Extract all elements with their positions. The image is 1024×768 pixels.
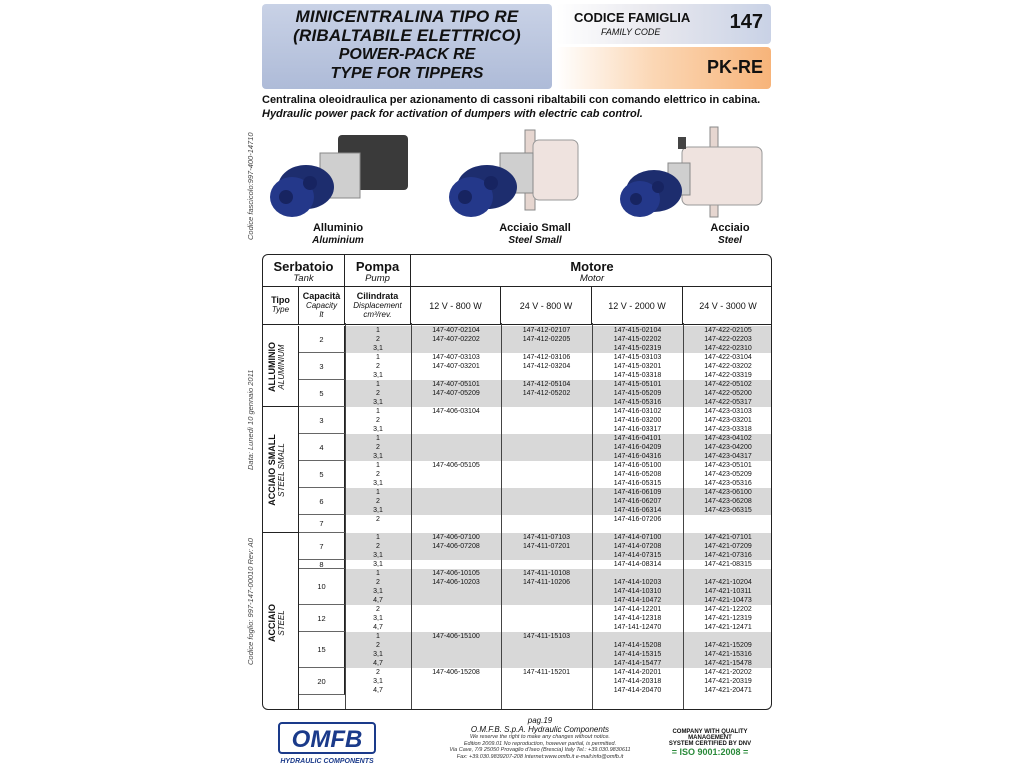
- table-row: [345, 398, 772, 407]
- cell-motor-24v-800w: 147-412-05104: [522, 381, 571, 388]
- cell-motor-24v-3000w: 147-422-02105: [704, 327, 752, 334]
- cell-motor-12v-2000w: 147-416-03102: [613, 408, 662, 415]
- cell-motor-24v-3000w: 147-421-20319: [704, 678, 752, 685]
- cell-motor-24v-3000w: 147-421-20471: [704, 687, 752, 694]
- table-row: [345, 461, 772, 470]
- footer-note-4: Fax: +39.030.9839207-208 Internet:www.omfb.it e-mail:info@omfb.it: [456, 753, 624, 760]
- capacity-cell: 5: [299, 380, 345, 407]
- cell-motor-12v-800w: 147-406-15100: [432, 633, 480, 640]
- capacity-cell: 12: [299, 605, 345, 632]
- cell-displacement: 4,7: [373, 597, 383, 604]
- cell-motor-24v-3000w: 147-422-03202: [704, 363, 752, 370]
- cell-displacement: 3,1: [373, 426, 383, 433]
- cell-motor-24v-3000w: 147-423-04102: [704, 435, 752, 442]
- cell-displacement: 1: [376, 489, 380, 496]
- cell-motor-12v-2000w: 147-416-04209: [613, 444, 662, 451]
- header-tank-label-en: Tank: [293, 273, 314, 284]
- cell-motor-12v-2000w: 147-416-06109: [613, 489, 662, 496]
- cell-displacement: 4,7: [373, 624, 383, 631]
- cell-motor-12v-2000w: 147-414-15208: [613, 642, 662, 649]
- cell-motor-12v-2000w: 147-415-03201: [613, 363, 662, 370]
- table-row: [345, 497, 772, 506]
- type-group-label: [267, 327, 286, 407]
- table-row: [345, 425, 772, 434]
- cell-displacement: 1: [376, 633, 380, 640]
- cell-motor-12v-2000w: 147-416-06314: [613, 507, 662, 514]
- family-code-label: CODICE FAMIGLIA: [574, 10, 691, 25]
- cell-displacement: 2: [376, 606, 380, 613]
- cell-motor-12v-2000w: 147-415-02319: [613, 345, 662, 352]
- cell-motor-24v-3000w: 147-423-05316: [704, 480, 752, 487]
- type-group-label-it: ALLUMINIO: [267, 341, 277, 392]
- cell-motor-12v-800w: 147-407-05209: [432, 390, 480, 397]
- cell-displacement: 3,1: [373, 453, 383, 460]
- table-row: [345, 533, 772, 542]
- title-en-line2: TYPE FOR TIPPERS: [330, 65, 484, 82]
- cell-displacement: 2: [376, 498, 380, 505]
- cell-displacement: 2: [376, 543, 380, 550]
- footer-note-2: Edition 2009.01 No reproduction, however partial, is permitted.: [463, 740, 617, 747]
- table-row: [345, 524, 772, 533]
- type-group-label-it: ACCIAIO SMALL: [267, 434, 277, 506]
- table-row: [345, 668, 772, 677]
- cell-motor-24v-800w: 147-411-07201: [523, 543, 570, 550]
- cell-motor-12v-2000w: 147-414-10203: [613, 579, 662, 586]
- cell-displacement: 1: [376, 354, 380, 361]
- cell-motor-12v-2000w: 147-414-07315: [613, 552, 662, 559]
- cell-motor-24v-3000w: 147-421-15209: [704, 642, 752, 649]
- cell-displacement: 3,1: [373, 561, 383, 568]
- cell-motor-12v-2000w: 147-414-20318: [613, 678, 662, 685]
- header-motor-label: Motore: [570, 259, 614, 274]
- table-row: [345, 335, 772, 344]
- table-row: [345, 470, 772, 479]
- cell-motor-24v-3000w: 147-423-04317: [704, 453, 752, 460]
- cell-motor-24v-800w: 147-411-15201: [523, 669, 570, 676]
- cell-motor-24v-3000w: 147-423-03201: [704, 417, 752, 424]
- cell-motor-12v-2000w: 147-414-12201: [613, 606, 662, 613]
- table-row: [345, 416, 772, 425]
- cell-motor-12v-2000w: 147-415-05209: [613, 390, 662, 397]
- cell-motor-24v-3000w: 147-421-12471: [704, 624, 752, 631]
- cell-displacement: 1: [376, 435, 380, 442]
- cell-motor-24v-3000w: 147-422-03104: [704, 354, 752, 361]
- cell-displacement: 2: [376, 390, 380, 397]
- cell-motor-12v-800w: 147-407-05101: [432, 381, 480, 388]
- cell-motor-24v-3000w: 147-421-10204: [704, 579, 752, 586]
- cell-motor-12v-2000w: 147-414-15315: [613, 651, 662, 658]
- cell-motor-24v-3000w: 147-421-15316: [704, 651, 752, 658]
- header-displacement-unit: cm³/rev.: [363, 310, 392, 319]
- capacity-cell: 4: [299, 434, 345, 461]
- product-label-aluminium-en: Aluminium: [312, 235, 364, 246]
- capacity-cell: 5: [299, 461, 345, 488]
- cell-motor-12v-800w: 147-406-07208: [432, 543, 480, 550]
- cell-motor-12v-2000w: 147-414-20201: [613, 669, 662, 676]
- column-divider: [345, 323, 346, 710]
- cell-displacement: 1: [376, 462, 380, 469]
- cell-motor-12v-800w: 147-406-03104: [432, 408, 480, 415]
- capacity-cell: 15: [299, 632, 345, 668]
- table-row: [345, 443, 772, 452]
- footer-center: [400, 716, 680, 760]
- cell-motor-24v-3000w: 147-421-15478: [704, 660, 752, 667]
- cell-motor-24v-3000w: 147-422-05317: [704, 399, 752, 406]
- cell-displacement: 3,1: [373, 588, 383, 595]
- cell-displacement: 1: [376, 381, 380, 388]
- header-motor-12v-2000w: 12 V - 2000 W: [592, 287, 683, 325]
- cell-motor-12v-800w: 147-406-07100: [432, 534, 480, 541]
- table-row: [345, 686, 772, 695]
- cell-motor-12v-2000w: 147-141-12470: [613, 624, 662, 631]
- cell-motor-12v-2000w: 147-415-05101: [613, 381, 662, 388]
- header-pump-label: Pompa: [355, 259, 400, 274]
- table-row: [345, 659, 772, 668]
- table-row: [345, 596, 772, 605]
- cell-displacement: 3,1: [373, 399, 383, 406]
- table-row: [345, 362, 772, 371]
- capacity-cell: 8: [299, 560, 345, 569]
- cell-motor-12v-800w: 147-407-02104: [432, 327, 480, 334]
- quality-certification: [650, 729, 770, 757]
- cell-displacement: 4,7: [373, 687, 383, 694]
- cell-motor-12v-800w: 147-406-15208: [432, 669, 480, 676]
- capacity-cell: 2: [299, 326, 345, 353]
- cell-motor-12v-2000w: 147-414-07100: [613, 534, 662, 541]
- type-group-label: [267, 430, 286, 510]
- cell-motor-24v-3000w: 147-421-20202: [704, 669, 752, 676]
- cell-motor-24v-800w: 147-411-07103: [523, 534, 570, 541]
- table-row: [345, 578, 772, 587]
- cell-displacement: 2: [376, 336, 380, 343]
- cell-motor-12v-2000w: 147-416-05315: [613, 480, 662, 487]
- cell-motor-24v-800w: 147-411-10206: [523, 579, 570, 586]
- cell-motor-24v-3000w: 147-422-02203: [704, 336, 752, 343]
- table-row: [345, 452, 772, 461]
- table-row: [345, 506, 772, 515]
- capacity-cell: 10: [299, 569, 345, 605]
- cell-displacement: 2: [376, 471, 380, 478]
- cell-motor-24v-800w: 147-412-02205: [522, 336, 571, 343]
- footer-note-3: Via Cave, 7/9 25050 Provaglio d'Iseo (Brescia) Italy Tel.: +39.030.9830611: [449, 747, 631, 753]
- cell-motor-12v-2000w: 147-414-08314: [613, 561, 662, 568]
- header-displacement: [345, 287, 411, 325]
- cell-motor-12v-2000w: 147-415-02202: [613, 336, 662, 343]
- logo-subtext: HYDRAULIC COMPONENTS: [280, 758, 374, 765]
- table-row: [345, 632, 772, 641]
- capacity-cell: 7: [299, 515, 345, 533]
- product-label-aluminium-it: Alluminio: [312, 222, 364, 234]
- cell-motor-24v-3000w: 147-422-05200: [704, 390, 752, 397]
- cell-motor-12v-2000w: 147-416-03317: [613, 426, 662, 433]
- cell-motor-24v-3000w: 147-421-12319: [704, 615, 752, 622]
- quality-line-1: COMPANY WITH QUALITY MANAGEMENT: [672, 729, 748, 741]
- table-row: [345, 605, 772, 614]
- cell-motor-24v-800w: 147-411-10108: [523, 570, 570, 577]
- cell-displacement: 3,1: [373, 615, 383, 622]
- cell-motor-12v-2000w: 147-416-04316: [613, 453, 662, 460]
- cell-displacement: 2: [376, 444, 380, 451]
- table-row: [345, 434, 772, 443]
- aluminium-powerpack-image: [268, 125, 418, 225]
- cell-motor-24v-3000w: 147-423-04200: [704, 444, 752, 451]
- cell-motor-24v-800w: 147-412-02107: [522, 327, 571, 334]
- table-row: [345, 623, 772, 632]
- cell-displacement: 3,1: [373, 480, 383, 487]
- header-type-label: Tipo: [271, 295, 290, 305]
- header-motor: [411, 255, 772, 287]
- cell-motor-24v-3000w: 147-422-03319: [704, 372, 752, 379]
- cell-motor-12v-2000w: 147-414-20470: [613, 687, 662, 694]
- footer-company: O.M.F.B. S.p.A. Hydraulic Components: [470, 725, 610, 734]
- table-row: [345, 542, 772, 551]
- header-tank: [263, 255, 345, 287]
- cell-displacement: 2: [376, 642, 380, 649]
- column-divider: [501, 323, 502, 710]
- title-box: [262, 4, 552, 89]
- cell-motor-12v-2000w: 147-414-10310: [613, 588, 662, 595]
- product-label-steel-small-en: Steel Small: [508, 235, 562, 246]
- header-capacity: [299, 287, 345, 325]
- cell-motor-24v-3000w: 147-423-05101: [704, 462, 752, 469]
- table-row: [345, 614, 772, 623]
- column-divider: [592, 323, 593, 710]
- cell-displacement: 3,1: [373, 651, 383, 658]
- cell-motor-24v-3000w: 147-421-12202: [704, 606, 752, 613]
- table-row: [345, 650, 772, 659]
- table-row: [345, 560, 772, 569]
- family-code-number: 147: [729, 11, 763, 33]
- table-row: [345, 326, 772, 335]
- cell-motor-12v-2000w: 147-414-10472: [613, 597, 662, 604]
- type-group-label: [267, 583, 286, 663]
- cell-motor-24v-3000w: 147-423-06100: [704, 489, 752, 496]
- header-motor-24v-800w: 24 V - 800 W: [501, 287, 592, 325]
- product-label-steel-en: Steel: [718, 235, 742, 246]
- cell-motor-24v-3000w: 147-423-06208: [704, 498, 752, 505]
- side-text-top: Codice fascicolo:997-400-14710: [246, 132, 255, 240]
- cell-motor-12v-2000w: 147-415-03318: [613, 372, 662, 379]
- product-label-steel-it: Acciaio: [710, 222, 750, 234]
- cell-motor-12v-2000w: 147-416-07206: [613, 516, 662, 523]
- header-capacity-unit: lt: [319, 310, 324, 319]
- cell-motor-24v-3000w: 147-423-05209: [704, 471, 752, 478]
- family-code-box: [556, 4, 771, 44]
- header-capacity-label-en: Capacity: [305, 301, 338, 310]
- table-row: [345, 344, 772, 353]
- title-it-line1: MINICENTRALINA TIPO RE: [295, 7, 519, 26]
- cell-motor-12v-800w: 147-407-03103: [432, 354, 480, 361]
- cell-motor-24v-3000w: 147-421-07101: [704, 534, 752, 541]
- cell-displacement: 1: [376, 534, 380, 541]
- steel-small-powerpack-image: [445, 125, 595, 225]
- cell-motor-24v-3000w: 147-423-03318: [704, 426, 752, 433]
- omfb-logo: [277, 721, 377, 766]
- header-capacity-label: Capacità: [302, 291, 341, 301]
- header-type-label-en: Type: [271, 305, 290, 314]
- cell-displacement: 2: [376, 417, 380, 424]
- cell-motor-24v-800w: 147-412-03204: [522, 363, 571, 370]
- product-code-table: [262, 254, 772, 710]
- page-number: pag.19: [527, 716, 553, 725]
- cell-displacement: 3,1: [373, 507, 383, 514]
- table-row: [345, 677, 772, 686]
- table-row: [345, 479, 772, 488]
- cell-displacement: 1: [376, 570, 380, 577]
- product-code-box: [556, 47, 771, 89]
- cell-motor-24v-3000w: 147-422-02310: [704, 345, 752, 352]
- table-row: [345, 380, 772, 389]
- header-motor-24v-3000w: 24 V - 3000 W: [683, 287, 772, 325]
- table-row: [345, 515, 772, 524]
- product-code: PK-RE: [706, 57, 763, 77]
- side-text-mid: Data: Lunedì 10 gennaio 2011: [246, 369, 255, 470]
- cell-motor-12v-800w: 147-406-10203: [432, 579, 480, 586]
- cell-displacement: 1: [376, 408, 380, 415]
- type-group-label-en: ALUMINIUM: [277, 344, 286, 389]
- header-motor-12v-800w: 12 V - 800 W: [411, 287, 501, 325]
- header-type: [263, 287, 299, 325]
- cell-motor-12v-2000w: 147-416-03200: [613, 417, 662, 424]
- cell-motor-24v-800w: 147-412-03106: [522, 354, 571, 361]
- cell-motor-24v-3000w: 147-421-07209: [704, 543, 752, 550]
- type-group: [263, 533, 299, 710]
- cell-motor-24v-3000w: 147-421-10473: [704, 597, 752, 604]
- cell-motor-12v-800w: 147-407-02202: [432, 336, 480, 343]
- table-row: [345, 587, 772, 596]
- steel-powerpack-image: [618, 125, 768, 225]
- cell-displacement: 1: [376, 327, 380, 334]
- cell-motor-12v-2000w: 147-416-04101: [613, 435, 662, 442]
- capacity-cell: 3: [299, 407, 345, 434]
- table-row: [345, 551, 772, 560]
- cell-motor-12v-2000w: 147-416-05100: [613, 462, 662, 469]
- type-group: [263, 407, 299, 533]
- cell-displacement: 3,1: [373, 372, 383, 379]
- cell-motor-12v-800w: 147-406-05105: [432, 462, 480, 469]
- type-group: [263, 326, 299, 407]
- type-group-label-en: STEEL: [277, 610, 286, 636]
- cell-motor-24v-3000w: 147-423-06315: [704, 507, 752, 514]
- column-divider: [411, 323, 412, 710]
- cell-displacement: 4,7: [373, 660, 383, 667]
- quality-iso: = ISO 9001:2008 =: [671, 747, 749, 757]
- footer-note-1: We reserve the right to make any changes without notice.: [470, 734, 610, 740]
- cell-motor-12v-800w: 147-406-10105: [432, 570, 480, 577]
- cell-motor-24v-800w: 147-411-15103: [523, 633, 570, 640]
- header-pump-label-en: Pump: [365, 273, 390, 284]
- table-row: [345, 407, 772, 416]
- cell-motor-24v-3000w: 147-421-07316: [704, 552, 752, 559]
- table-row: [345, 371, 772, 380]
- header-pump: [345, 255, 411, 287]
- header-displacement-label: Cilindrata: [356, 291, 399, 301]
- cell-motor-12v-2000w: 147-415-03103: [613, 354, 662, 361]
- cell-motor-12v-2000w: 147-415-05316: [613, 399, 662, 406]
- cell-motor-12v-2000w: 147-416-06207: [613, 498, 662, 505]
- cell-displacement: 3,1: [373, 678, 383, 685]
- cell-displacement: 2: [376, 579, 380, 586]
- table-row: [345, 641, 772, 650]
- description-it: Centralina oleoidraulica per azionamento di cassoni ribaltabili con comando elettrico in cabina.: [262, 94, 761, 106]
- cell-motor-12v-2000w: 147-414-15477: [613, 660, 662, 667]
- capacity-cell: 6: [299, 488, 345, 515]
- cell-displacement: 2: [376, 363, 380, 370]
- cell-displacement: 3,1: [373, 345, 383, 352]
- table-row: [345, 389, 772, 398]
- cell-motor-12v-2000w: 147-414-07208: [613, 543, 662, 550]
- table-row: [345, 569, 772, 578]
- table-row: [345, 353, 772, 362]
- family-code-sublabel: FAMILY CODE: [601, 27, 661, 37]
- description-en: Hydraulic power pack for activation of dumpers with electric cab control.: [262, 108, 643, 120]
- cell-motor-12v-800w: 147-407-03201: [432, 363, 480, 370]
- header-motor-label-en: Motor: [579, 273, 605, 284]
- product-label-steel-small-it: Acciaio Small: [499, 222, 571, 234]
- cell-displacement: 2: [376, 516, 380, 523]
- cell-motor-24v-3000w: 147-422-05102: [704, 381, 752, 388]
- logo-text: OMFB: [291, 726, 363, 753]
- cell-motor-12v-2000w: 147-416-05208: [613, 471, 662, 478]
- header-tank-label: Serbatoio: [273, 259, 334, 274]
- type-group-label-en: STEEL SMALL: [277, 443, 286, 497]
- table-row: [345, 488, 772, 497]
- cell-displacement: 2: [376, 669, 380, 676]
- type-group-label-it: ACCIAIO: [267, 604, 277, 642]
- capacity-cell: 7: [299, 533, 345, 560]
- capacity-cell: 20: [299, 668, 345, 695]
- cell-motor-24v-3000w: 147-421-08315: [704, 561, 752, 568]
- cell-motor-12v-2000w: 147-415-02104: [613, 327, 662, 334]
- header-displacement-label-en: Displacement: [353, 301, 402, 310]
- title-it-line2: (RIBALTABILE ELETTRICO): [293, 26, 521, 45]
- column-divider: [683, 323, 684, 710]
- side-text-bottom: Codice foglio: 997-147-00010 Rev: A0: [246, 538, 255, 665]
- cell-motor-24v-3000w: 147-423-03103: [704, 408, 752, 415]
- quality-line-2: SYSTEM CERTIFIED BY DNV: [668, 741, 752, 747]
- cell-motor-24v-800w: 147-412-05202: [522, 390, 571, 397]
- capacity-cell: 3: [299, 353, 345, 380]
- cell-motor-12v-2000w: 147-414-12318: [613, 615, 662, 622]
- cell-motor-24v-3000w: 147-421-10311: [704, 588, 752, 595]
- title-en-line1: POWER-PACK RE: [338, 46, 476, 63]
- cell-displacement: 3,1: [373, 552, 383, 559]
